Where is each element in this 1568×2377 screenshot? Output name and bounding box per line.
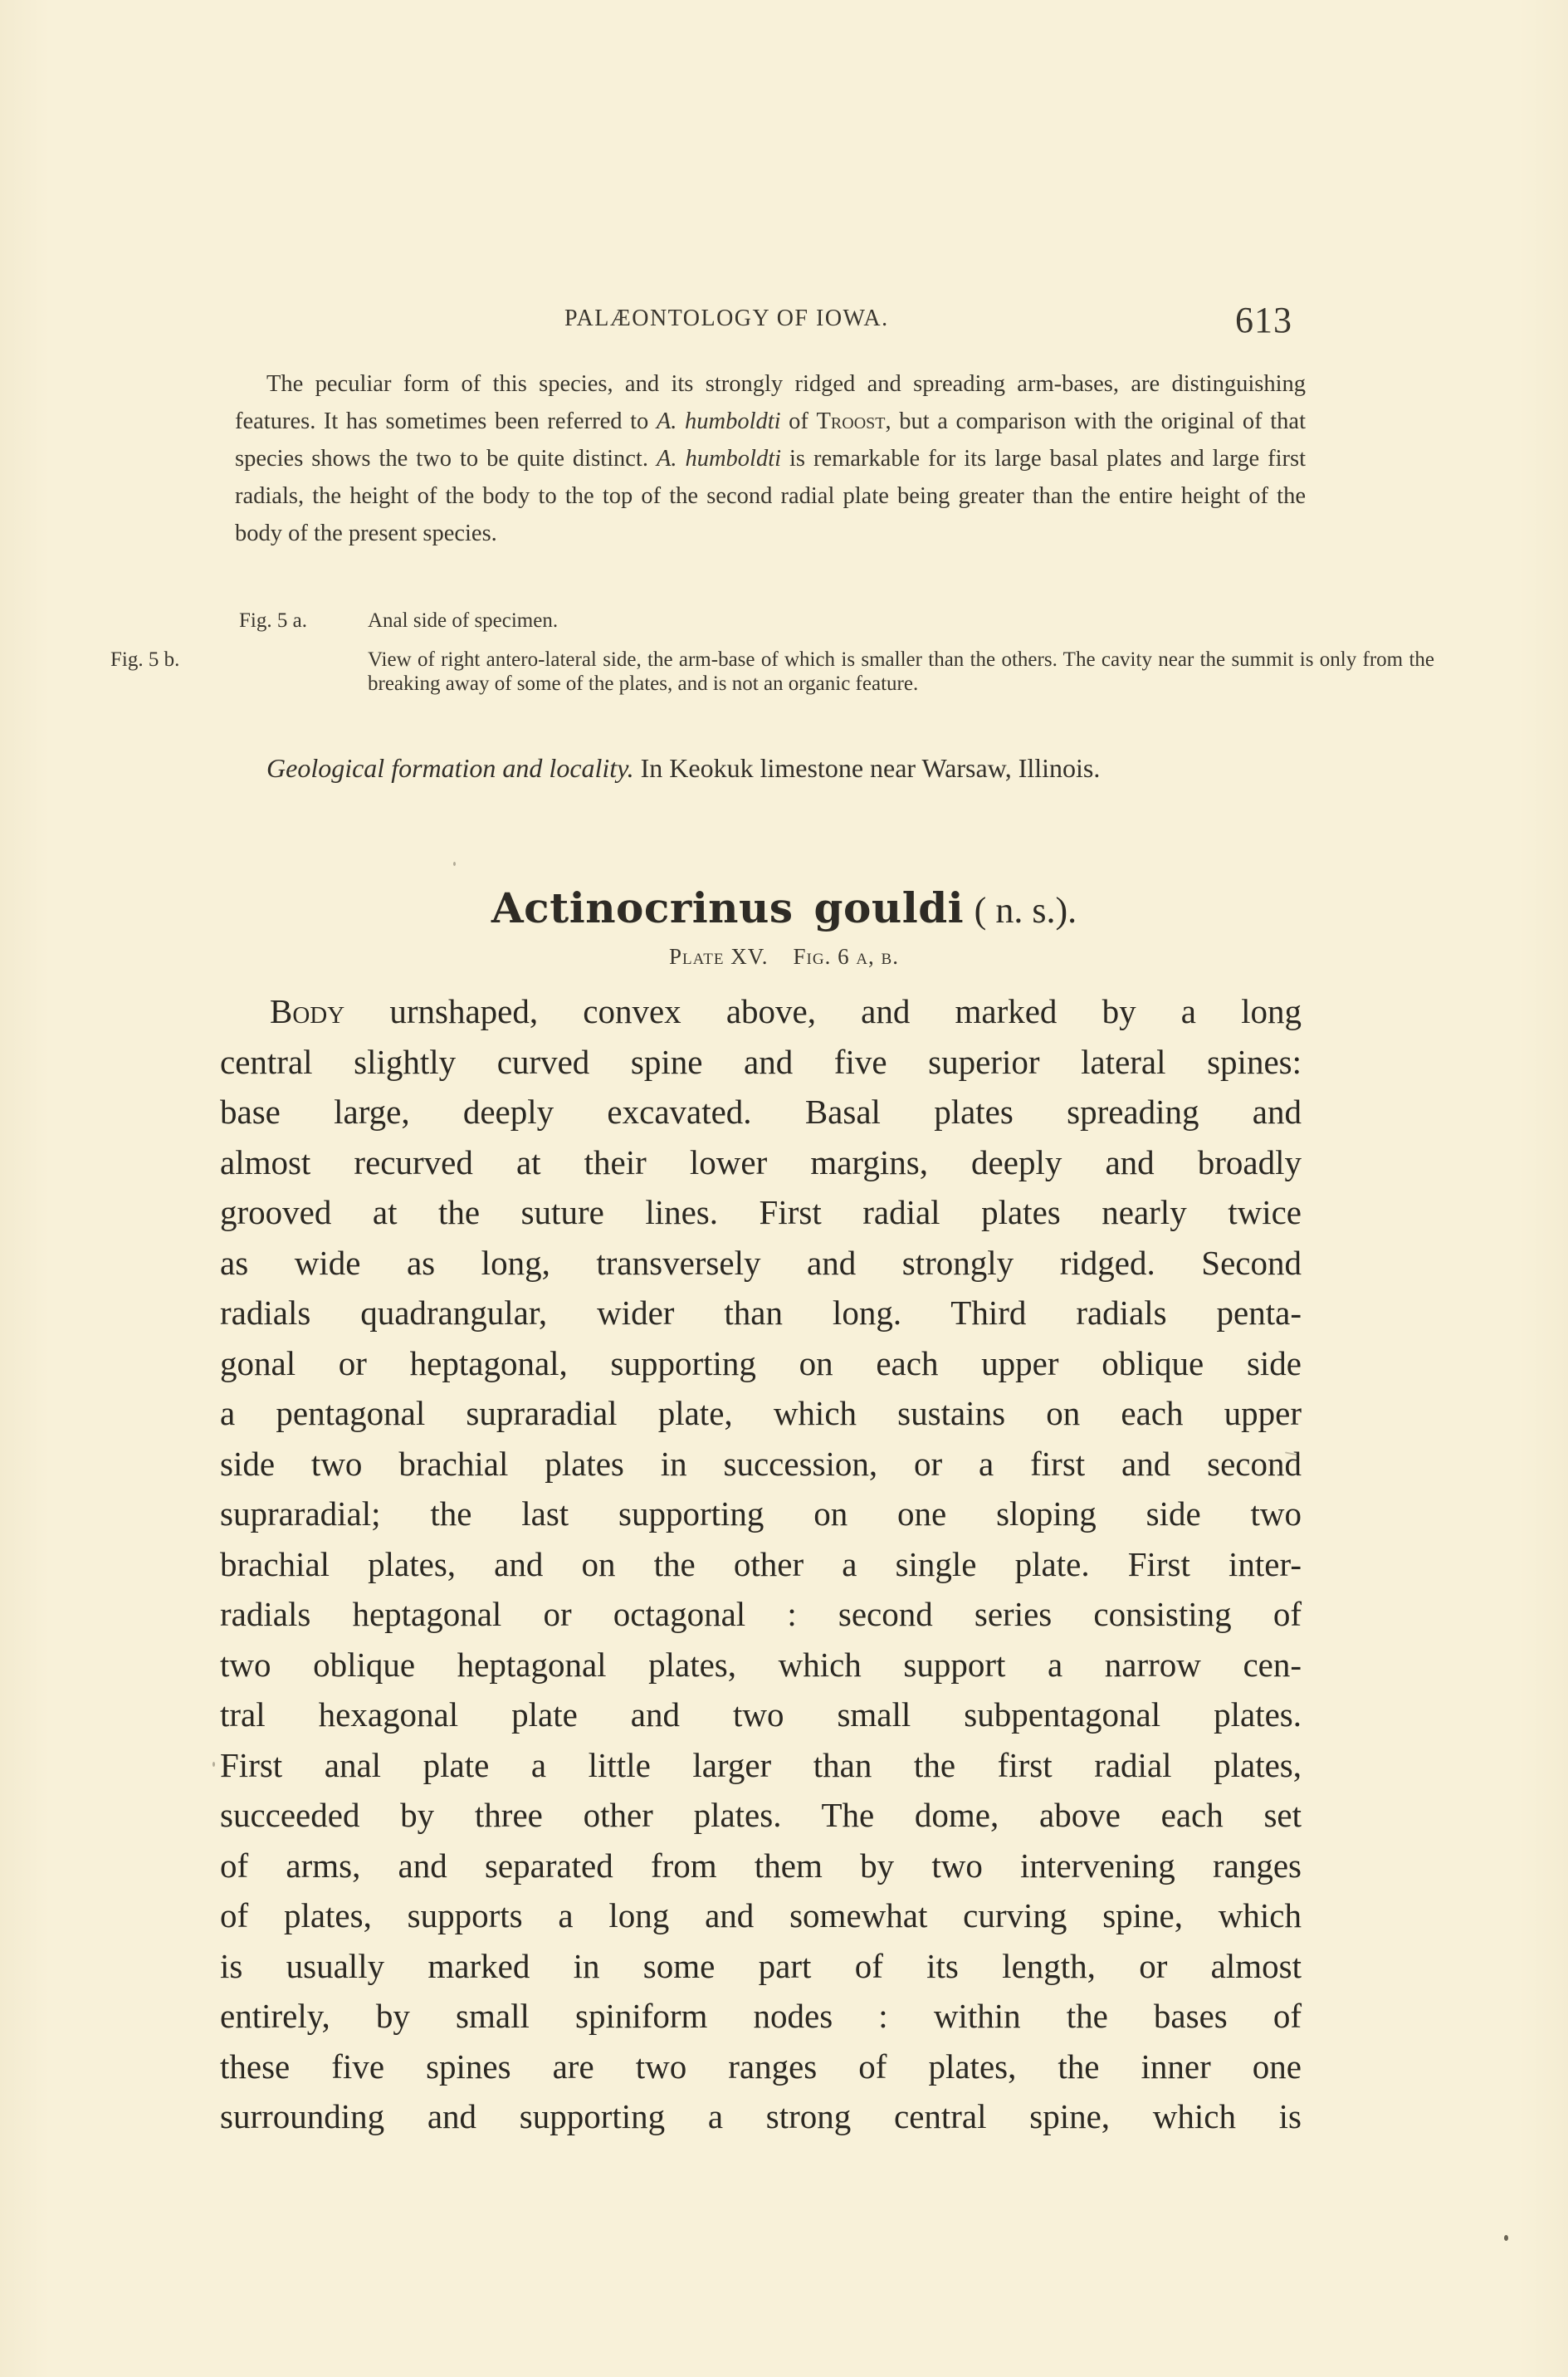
description-line: succeeded by three other plates. The dome, above each set <box>220 1796 1302 1834</box>
description-line: base large, deeply excavated. Basal plates spreading and <box>220 1093 1302 1131</box>
species-description <box>220 986 1302 2142</box>
description-line: of plates, supports a long and somewhat curving spine, which <box>220 1896 1302 1934</box>
description-line: two oblique heptagonal plates, which support a narrow cen- <box>220 1645 1302 1684</box>
description-line: grooved at the suture lines. First radial plates nearly twice <box>220 1193 1302 1231</box>
page-number: 613 <box>1235 300 1292 340</box>
author-name: Troost <box>816 408 886 434</box>
figure-caption-5a <box>239 609 1306 633</box>
running-header <box>0 299 1568 340</box>
description-line: brachial plates, and on the other a single plate. First inter- <box>220 1544 1302 1583</box>
description-line: supraradial; the last supporting on one sloping side two <box>220 1494 1302 1533</box>
intro-paragraph: The peculiar form of this species, and its strongly ridged and spreading arm-bases, are distinguishing features. It has sometimes been referred to A. humboldti of Troost, but a comparison with the original of that species shows the two to be quite distinct. A. humboldti is remarkable for its large basal plates and large first radials, the height of the body to the top of the second radial plate being greater than the entire height of the body of the present species. <box>235 371 1307 546</box>
figure-number: Fig. 6 a, b. <box>793 944 899 969</box>
new-species-marker: ( n. s.). <box>974 890 1077 931</box>
species-heading <box>0 882 1568 937</box>
description-line: of arms, and separated from them by two intervening ranges <box>220 1846 1302 1885</box>
description-line: Body urnshaped, convex above, and marked by a long <box>270 992 1302 1030</box>
paper-speck <box>453 862 456 866</box>
description-line: central slightly curved spine and five superior lateral spines: <box>220 1042 1302 1081</box>
paper-speck <box>212 1762 215 1767</box>
description-line: radials quadrangular, wider than long. Third radials penta- <box>220 1294 1302 1332</box>
geological-locality <box>235 747 1306 789</box>
plate-number: Plate XV. <box>669 944 769 969</box>
figure-caption-5b <box>110 648 1434 696</box>
description-line: a pentagonal supraradial plate, which sustains on each upper <box>220 1394 1302 1432</box>
description-line: surrounding and supporting a strong central spine, which is <box>220 2097 1302 2135</box>
description-line: gonal or heptagonal, supporting on each upper oblique side <box>220 1343 1302 1382</box>
description-line: as wide as long, transversely and strongly ridged. Second <box>220 1243 1302 1282</box>
running-title: PALÆONTOLOGY OF IOWA. <box>564 306 889 331</box>
figure-text: Anal side of specimen. <box>368 609 559 632</box>
description-line: tral hexagonal plate and two small subpentagonal plates. <box>220 1695 1302 1734</box>
figure-text: View of right antero-lateral side, the arm-base of which is smaller than the others. The cavity near the summit is only from the breaking away of some of the plates, and is not an organic feature. <box>368 648 1434 695</box>
figure-label: Fig. 5 a. <box>239 609 307 632</box>
description-line: almost recurved at their lower margins, deeply and broadly <box>220 1142 1302 1181</box>
description-line: entirely, by small spiniform nodes : within the bases of <box>220 1997 1302 2035</box>
genus-name: Actinocrinus <box>491 883 794 932</box>
geology-label: Geological formation and locality. <box>266 753 634 783</box>
species-reference: A. humboldti <box>656 408 781 434</box>
description-line: First anal plate a little larger than the first radial plates, <box>220 1745 1302 1784</box>
intro-text: The peculiar form of this species, and its strongly ridged and spreading arm-bases, <box>266 371 1119 397</box>
figure-label: Fig. 5 b. <box>110 648 180 671</box>
plate-reference <box>0 944 1568 970</box>
description-line: radials heptagonal or octagonal : second series consisting of <box>220 1595 1302 1633</box>
description-line: side two brachial plates in succession, or a first and second <box>220 1444 1302 1483</box>
geology-text: In Keokuk limestone near Warsaw, Illinois. <box>633 753 1101 783</box>
species-epithet: gouldi <box>813 883 965 932</box>
paper-speck <box>1504 2235 1508 2241</box>
lead-word: Body <box>270 992 345 1030</box>
description-line: is usually marked in some part of its length, or almost <box>220 1946 1302 1985</box>
description-line: these five spines are two ranges of plates, the inner one <box>220 2047 1302 2086</box>
species-reference: A. humboldti <box>656 446 782 472</box>
